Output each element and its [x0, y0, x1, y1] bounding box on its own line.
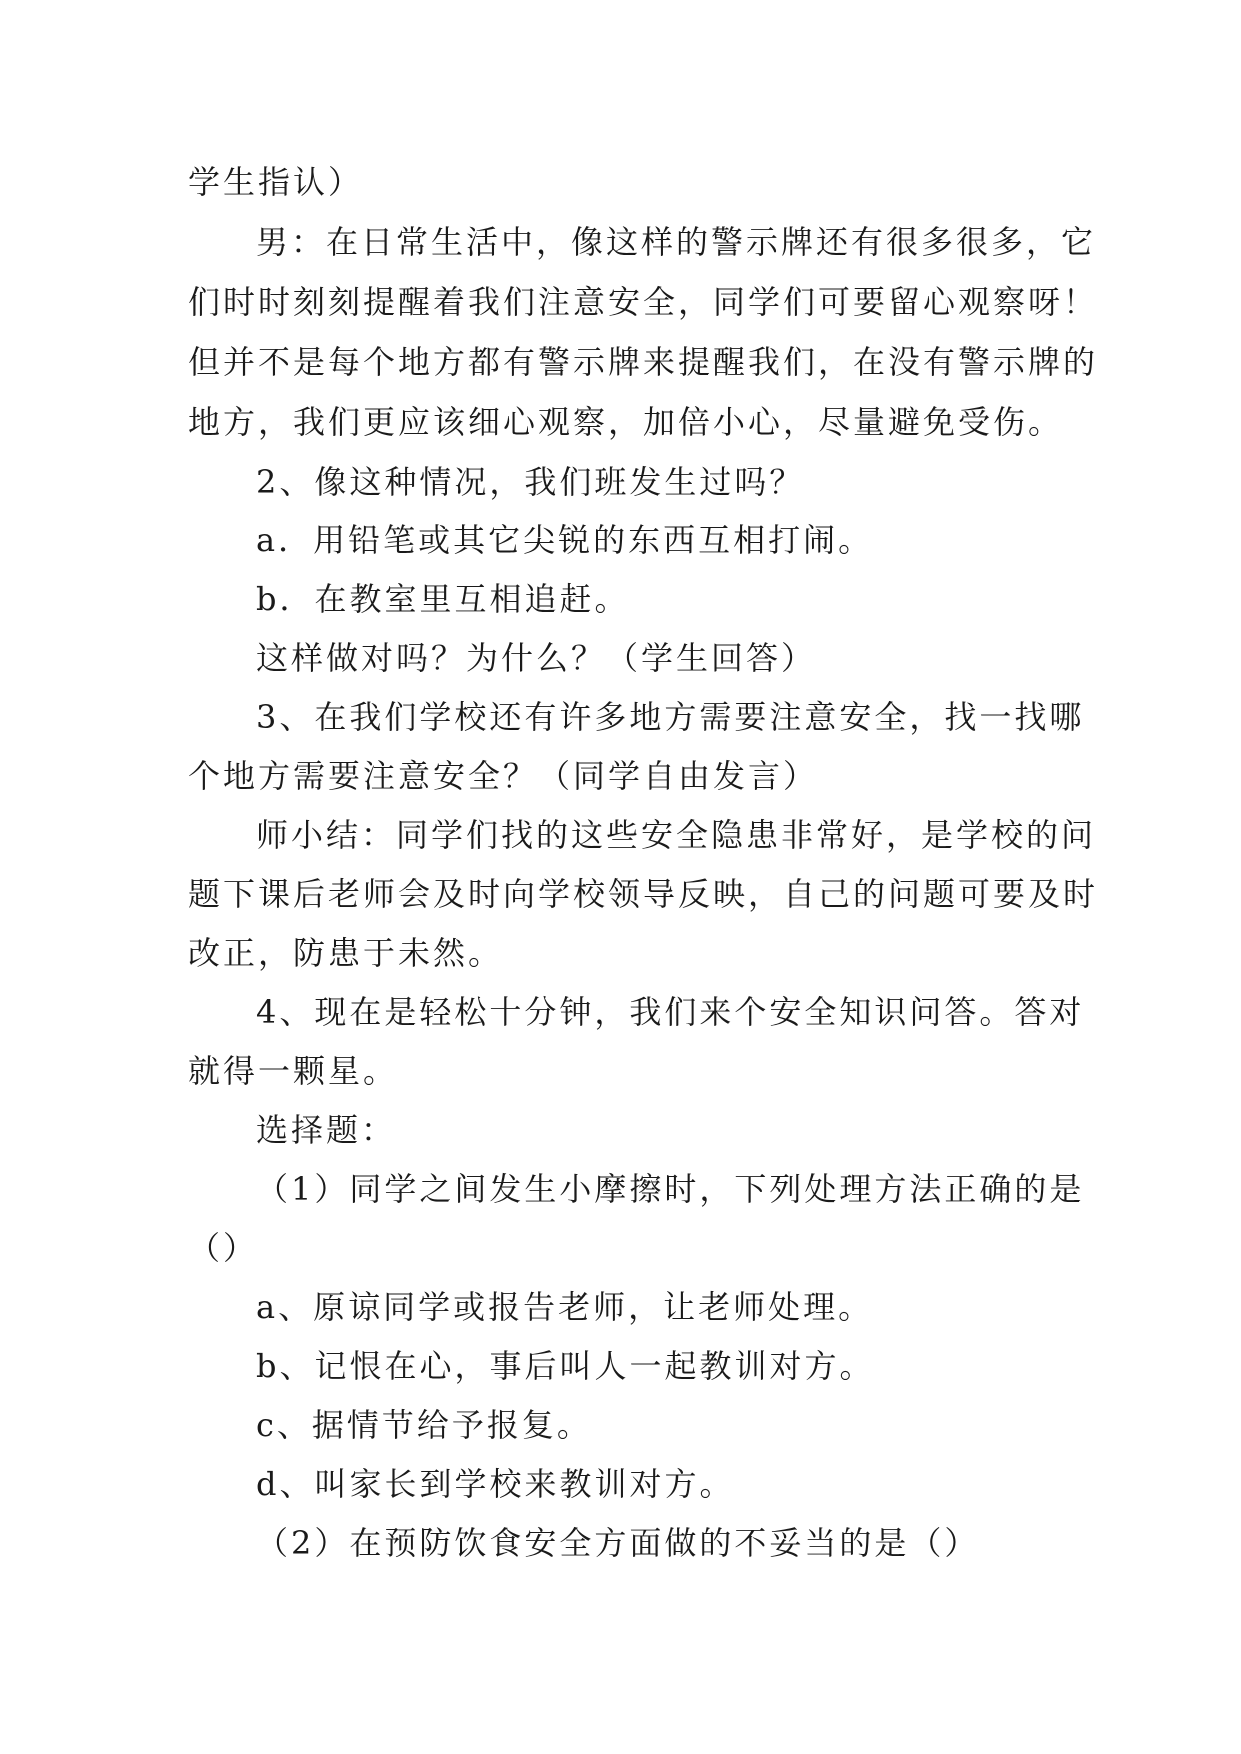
- text-line: （2）在预防饮食安全方面做的不妥当的是（）: [256, 1524, 980, 1562]
- text-line: 题下课后老师会及时向学校领导反映，自己的问题可要及时: [188, 875, 1099, 913]
- text-line: 个地方需要注意安全？（同学自由发言）: [188, 757, 819, 795]
- text-line: （1）同学之间发生小摩擦时，下列处理方法正确的是: [256, 1170, 1085, 1208]
- text-line: b．在教室里互相追赶。: [256, 580, 630, 618]
- text-line: 们时时刻刻提醒着我们注意安全，同学们可要留心观察呀！: [188, 283, 1099, 321]
- text-line: 这样做对吗？为什么？（学生回答）: [256, 639, 817, 677]
- text-line: 3、在我们学校还有许多地方需要注意安全，找一找哪: [256, 698, 1085, 736]
- text-line: 但并不是每个地方都有警示牌来提醒我们，在没有警示牌的: [188, 343, 1099, 381]
- text-line: 2、像这种情况，我们班发生过吗？: [256, 463, 805, 501]
- text-line: 改正，防患于未然。: [188, 934, 504, 972]
- text-line: a、原谅同学或报告老师，让老师处理。: [256, 1288, 874, 1326]
- text-line: 4、现在是轻松十分钟，我们来个安全知识问答。答对: [256, 993, 1085, 1031]
- text-line: 就得一颗星。: [188, 1052, 399, 1090]
- text-line: 选择题：: [256, 1111, 397, 1149]
- text-line: d、叫家长到学校来教训对方。: [256, 1465, 735, 1503]
- text-line: 师小结：同学们找的这些安全隐患非常好，是学校的问: [256, 816, 1097, 854]
- text-line: （）: [188, 1229, 259, 1267]
- text-line: 学生指认）: [188, 163, 364, 201]
- text-line: a．用铅笔或其它尖锐的东西互相打闹。: [256, 521, 874, 559]
- text-line: 男：在日常生活中，像这样的警示牌还有很多很多，它: [256, 223, 1097, 261]
- text-line: b、记恨在心，事后叫人一起教训对方。: [256, 1347, 875, 1385]
- text-line: c、据情节给予报复。: [256, 1406, 592, 1444]
- text-line: 地方，我们更应该细心观察，加倍小心，尽量避免受伤。: [188, 403, 1064, 441]
